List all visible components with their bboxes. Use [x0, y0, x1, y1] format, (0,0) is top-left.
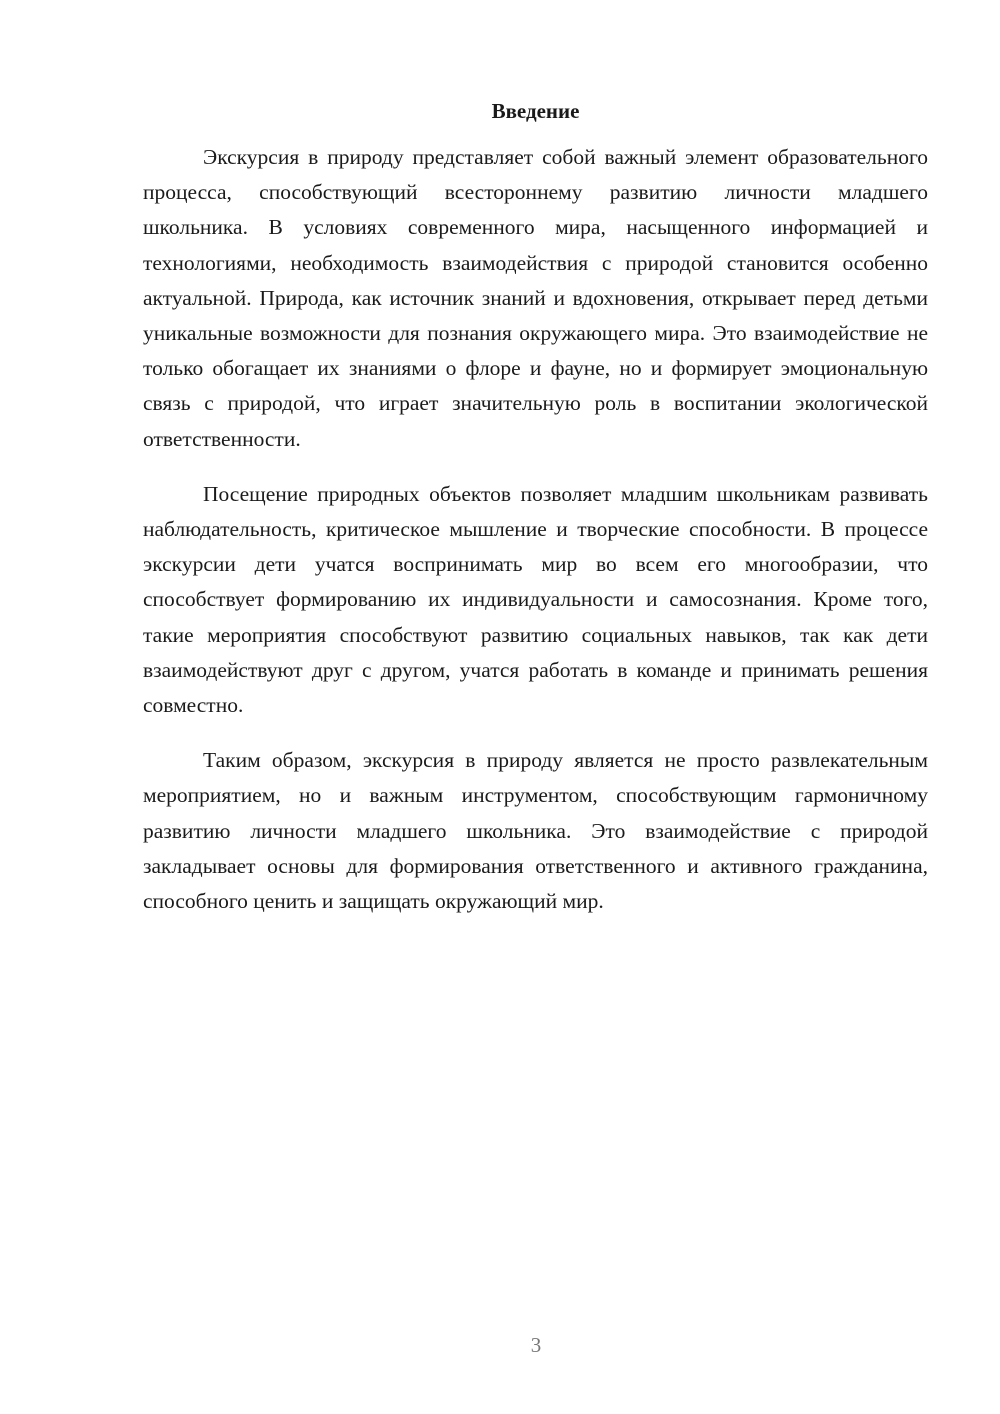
section-heading: Введение [491, 99, 580, 123]
page-content [143, 96, 928, 939]
paragraph-3: Таким образом, экскурсия в природу является не просто развлекательным мероприятием, но и важным инструментом, способствующим гармоничному развитию личности младшего школьника. Это взаимодействие с природой закладывает основы для формирования ответственного и активного гражданина, способного ценить и защищать окружающий мир. [143, 748, 928, 914]
paragraph-2: Посещение природных объектов позволяет младшим школьникам развивать наблюдательность, критическое мышление и творческие способности. В процессе экскурсии дети учатся воспринимать мир во всем его многообразии, что способствует формированию их индивидуальности и самосознания. Кроме того, такие мероприятия способствуют развитию социальных навыков, так как дети взаимодействуют друг с другом, учатся работать в команде и принимать решения совместно. [143, 481, 928, 718]
page-number: 3 [530, 1333, 542, 1357]
paragraph-1: Экскурсия в природу представляет собой важный элемент образовательного процесса, способствующий всестороннему развитию личности младшего школьника. В условиях современного мира, насыщенного информацией и технологиями, необходимость взаимодействия с природой становится особенно актуальной. Природа, как источник знаний и вдохновения, открывает перед детьми уникальные возможности для познания окружающего мира. Это взаимодействие не только обогащает их знаниями о флоре и фауне, но и формирует эмоциональную связь с природой, что играет значительную роль в воспитании экологической ответственности. [143, 145, 928, 451]
